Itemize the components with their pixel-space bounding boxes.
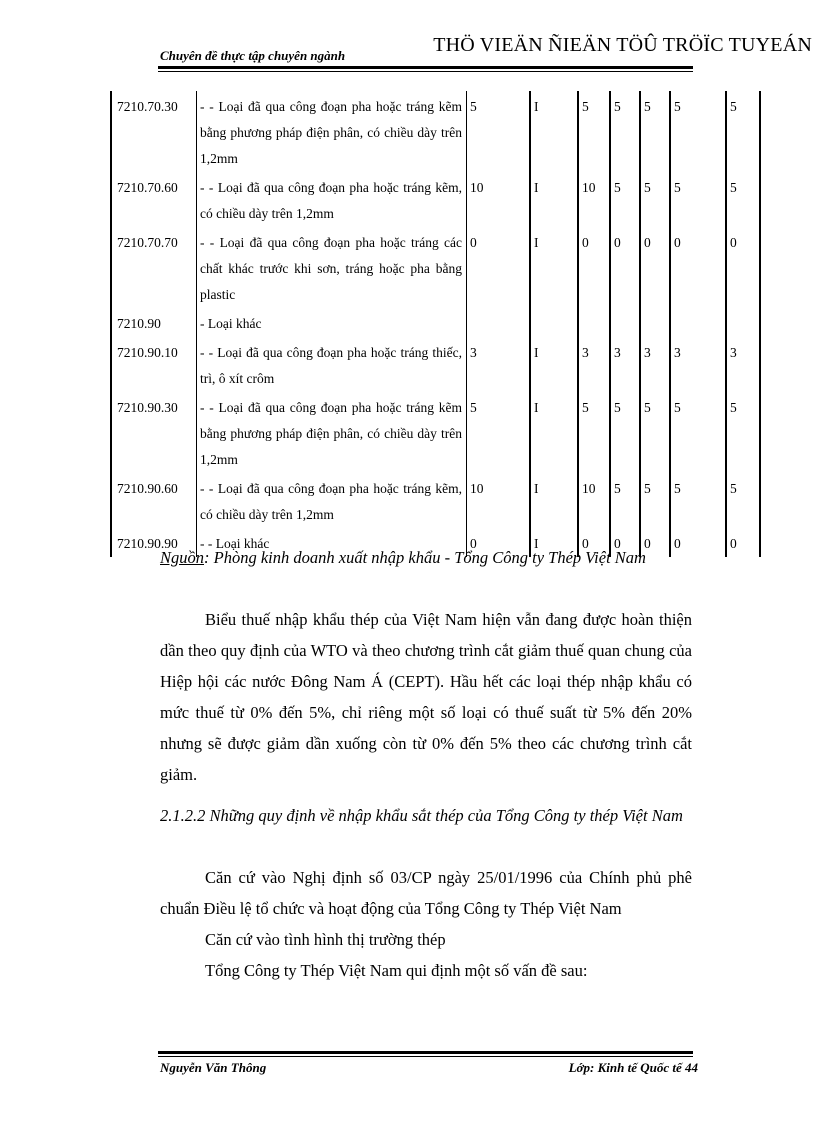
cell-v4: 5 — [640, 172, 670, 227]
cell-v5 — [670, 308, 699, 337]
cell-desc: - - Loại khác — [197, 528, 467, 557]
source-note — [160, 542, 692, 573]
paragraph-tariff-overview: Biểu thuế nhập khẩu thép của Việt Nam hiện vẫn đang được hoàn thiện dần theo quy định của WTO và theo chương trình cắt giảm thuế quan chung của Hiệp hội các nước Đông Nam Á (CEPT). Hầu hết các loại thép nhập khẩu có mức thuế từ 0% đến 5%, chỉ riêng một số loại có thuế suất từ 5% đến 20% nhưng sẽ được giảm dần xuống còn từ 0% đến 5% theo các chương trình cắt giảm. — [160, 610, 692, 784]
cell-spacer — [699, 337, 726, 392]
cell-v3: 5 — [610, 91, 640, 172]
cell-v1: 0 — [467, 528, 531, 557]
paragraph-decree: Căn cứ vào Nghị định số 03/CP ngày 25/01/1996 của Chính phủ phê chuẩn Điều lệ tổ chức và hoạt động của Tổng Công ty Thép Việt Nam — [160, 868, 692, 918]
cell-unit: I — [530, 473, 578, 528]
cell-desc: - - Loại đã qua công đoạn pha hoặc tráng kẽm bằng phương pháp điện phân, có chiều dày trên 1,2mm — [197, 91, 467, 172]
cell-v1: 10 — [467, 172, 531, 227]
cell-v4: 3 — [640, 337, 670, 392]
footer-author: Nguyễn Văn Thông — [160, 1060, 267, 1075]
section-heading: 2.1.2.2 Những quy định về nhập khẩu sắt thép của Tổng Công ty thép Việt Nam — [160, 806, 683, 825]
cell-v5: 0 — [670, 227, 699, 308]
cell-spacer — [699, 473, 726, 528]
cell-v3: 5 — [610, 172, 640, 227]
cell-v6: 5 — [726, 91, 760, 172]
cell-v4: 5 — [640, 91, 670, 172]
cell-v3: 3 — [610, 337, 640, 392]
cell-code: 7210.90.60 — [111, 473, 197, 528]
footer-divider-thin — [158, 1056, 693, 1057]
cell-spacer — [699, 227, 726, 308]
cell-spacer — [699, 308, 726, 337]
footer-class: Lớp: Kinh tế Quốc tế 44 — [568, 1060, 698, 1075]
header-right-title: THÖ VIEÄN ÑIEÄN TÖÛ TRÖÏC TUYEÁN — [433, 34, 812, 56]
cell-v6: 5 — [726, 172, 760, 227]
cell-v1: 5 — [467, 392, 531, 473]
cell-v2: 3 — [578, 337, 610, 392]
cell-v5: 5 — [670, 392, 699, 473]
cell-v5: 3 — [670, 337, 699, 392]
cell-unit: I — [530, 392, 578, 473]
cell-v2: 0 — [578, 227, 610, 308]
cell-code: 7210.70.60 — [111, 172, 197, 227]
cell-v2: 10 — [578, 172, 610, 227]
cell-code: 7210.90.90 — [111, 528, 197, 557]
cell-v3: 5 — [610, 392, 640, 473]
tariff-table — [110, 91, 761, 557]
cell-code: 7210.70.70 — [111, 227, 197, 308]
cell-unit: I — [530, 172, 578, 227]
table-row — [111, 91, 760, 172]
source-label: Nguồn — [160, 548, 205, 567]
cell-code: 7210.90 — [111, 308, 197, 337]
cell-v1: 0 — [467, 227, 531, 308]
cell-v3: 5 — [610, 473, 640, 528]
paragraph-market: Căn cứ vào tình hình thị trường thép — [205, 930, 446, 949]
cell-v5: 5 — [670, 172, 699, 227]
cell-v6: 5 — [726, 473, 760, 528]
cell-v1: 10 — [467, 473, 531, 528]
cell-v6: 5 — [726, 392, 760, 473]
cell-desc: - - Loại đã qua công đoạn pha hoặc tráng thiếc, trì, ô xít crôm — [197, 337, 467, 392]
cell-desc: - - Loại đã qua công đoạn pha hoặc tráng kẽm bằng phương pháp điện phân, có chiều dày trên 1,2mm — [197, 392, 467, 473]
cell-v2: 5 — [578, 392, 610, 473]
cell-v4 — [640, 308, 670, 337]
cell-v1: 5 — [467, 91, 531, 172]
table-row — [111, 392, 760, 473]
cell-unit: I — [530, 227, 578, 308]
cell-v4: 5 — [640, 392, 670, 473]
cell-v3 — [610, 308, 640, 337]
cell-v4: 0 — [640, 528, 670, 557]
paragraph-regulations: Tổng Công ty Thép Việt Nam qui định một số vấn đề sau: — [205, 961, 588, 980]
header-divider-thin — [158, 71, 693, 72]
cell-v2 — [578, 308, 610, 337]
source-text: : Phòng kinh doanh xuất nhập khẩu - Tổng Công ty Thép Việt Nam — [204, 548, 646, 567]
cell-desc: - Loại khác — [197, 308, 467, 337]
cell-code: 7210.90.10 — [111, 337, 197, 392]
cell-v2: 10 — [578, 473, 610, 528]
cell-v3: 0 — [610, 528, 640, 557]
cell-spacer — [699, 528, 726, 557]
cell-unit — [530, 308, 578, 337]
cell-v5: 5 — [670, 473, 699, 528]
cell-unit: I — [530, 91, 578, 172]
cell-code: 7210.70.30 — [111, 91, 197, 172]
cell-spacer — [699, 392, 726, 473]
cell-spacer — [699, 91, 726, 172]
table-row — [111, 227, 760, 308]
cell-v4: 0 — [640, 227, 670, 308]
cell-spacer — [699, 172, 726, 227]
cell-desc: - - Loại đã qua công đoạn pha hoặc tráng các chất khác trước khi sơn, tráng hoặc pha bằng plastic — [197, 227, 467, 308]
cell-v1: 3 — [467, 337, 531, 392]
cell-v2: 0 — [578, 528, 610, 557]
cell-desc: - - Loại đã qua công đoạn pha hoặc tráng kẽm, có chiều dày trên 1,2mm — [197, 473, 467, 528]
cell-v4: 5 — [640, 473, 670, 528]
cell-v6 — [726, 308, 760, 337]
cell-v6: 0 — [726, 528, 760, 557]
table-row — [111, 337, 760, 392]
cell-v2: 5 — [578, 91, 610, 172]
cell-v3: 0 — [610, 227, 640, 308]
cell-v6: 3 — [726, 337, 760, 392]
cell-desc: - - Loại đã qua công đoạn pha hoặc tráng kẽm, có chiều dày trên 1,2mm — [197, 172, 467, 227]
cell-code: 7210.90.30 — [111, 392, 197, 473]
cell-v5: 0 — [670, 528, 699, 557]
header-left-title: Chuyên đề thực tập chuyên ngành — [160, 48, 346, 63]
cell-v1 — [467, 308, 531, 337]
header-divider — [158, 66, 693, 69]
cell-v6: 0 — [726, 227, 760, 308]
table-row — [111, 473, 760, 528]
table-row — [111, 172, 760, 227]
cell-unit: I — [530, 337, 578, 392]
footer-divider — [158, 1051, 693, 1054]
cell-v5: 5 — [670, 91, 699, 172]
cell-unit: I — [530, 528, 578, 557]
table-row — [111, 308, 760, 337]
